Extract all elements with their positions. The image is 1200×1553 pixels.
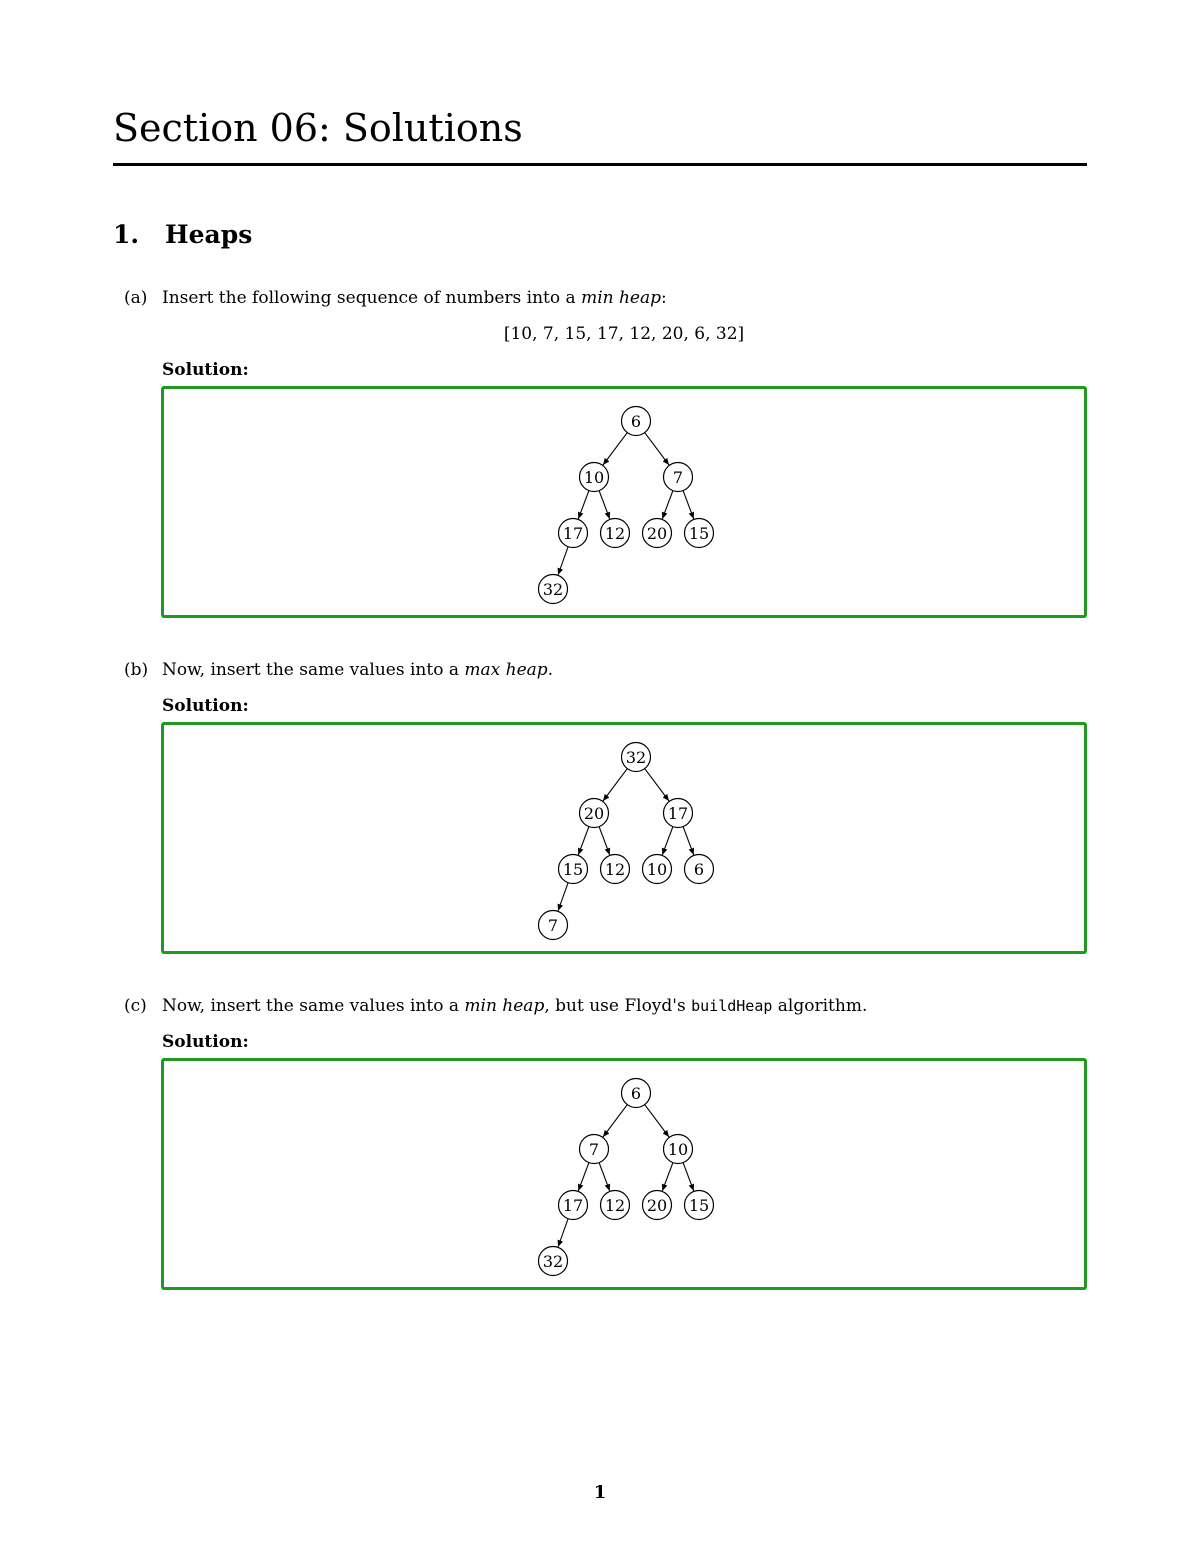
node-value: 17 xyxy=(562,1196,584,1215)
heap-node xyxy=(580,799,609,828)
node-value: 15 xyxy=(562,860,584,879)
node-value: 15 xyxy=(688,1196,710,1215)
node-value: 12 xyxy=(604,860,626,879)
code-buildheap: buildHeap xyxy=(691,997,773,1015)
tree-edge xyxy=(662,491,673,519)
tree-edge xyxy=(683,1163,694,1191)
solution-label: Solution: xyxy=(162,696,249,716)
heap-node xyxy=(559,519,588,548)
tree-edge xyxy=(578,491,589,519)
tree-edge xyxy=(578,827,589,855)
heap-node xyxy=(580,463,609,492)
question-b xyxy=(124,660,553,680)
page-title: Section 06: Solutions xyxy=(113,106,523,150)
tree-edge xyxy=(599,491,610,519)
node-value: 20 xyxy=(646,524,668,543)
heap-node xyxy=(559,1191,588,1220)
heap-node xyxy=(685,1191,714,1220)
title-rule xyxy=(113,163,1087,166)
tree-edge xyxy=(683,827,694,855)
node-value: 17 xyxy=(667,804,689,823)
heap-node xyxy=(622,1079,651,1108)
tree-edge xyxy=(603,1105,627,1137)
heap-tree-a xyxy=(164,389,1084,615)
node-value: 15 xyxy=(688,524,710,543)
node-value: 20 xyxy=(646,1196,668,1215)
tree-edge xyxy=(599,827,610,855)
heap-node xyxy=(580,1135,609,1164)
solution-label: Solution: xyxy=(162,1032,249,1052)
question-label: (a) xyxy=(124,288,148,308)
heap-tree-c xyxy=(164,1061,1084,1287)
question-label: (b) xyxy=(124,660,149,680)
solution-box-a xyxy=(161,386,1087,618)
heap-node xyxy=(643,1191,672,1220)
question-text: Now, insert the same values into a xyxy=(162,660,465,680)
heap-node xyxy=(559,855,588,884)
heap-node xyxy=(643,855,672,884)
solution-box-c xyxy=(161,1058,1087,1290)
heap-node xyxy=(539,575,568,604)
node-value: 7 xyxy=(672,468,684,487)
tree-edge xyxy=(558,1219,568,1247)
heap-node xyxy=(664,799,693,828)
heap-node xyxy=(664,463,693,492)
tree-edge xyxy=(599,1163,610,1191)
heap-node xyxy=(601,1191,630,1220)
question-c xyxy=(124,996,867,1016)
section-number: 1. xyxy=(113,220,140,249)
tree-edge xyxy=(662,1163,673,1191)
question-label: (c) xyxy=(124,996,147,1016)
node-value: 10 xyxy=(667,1140,689,1159)
heap-node xyxy=(601,519,630,548)
heap-node xyxy=(539,1247,568,1276)
heap-node xyxy=(643,519,672,548)
node-value: 10 xyxy=(583,468,605,487)
heap-node xyxy=(664,1135,693,1164)
tree-edge xyxy=(603,433,627,465)
section-heading xyxy=(113,220,252,249)
node-value: 12 xyxy=(604,524,626,543)
question-a xyxy=(124,288,667,308)
node-value: 32 xyxy=(625,748,647,767)
page-number: 1 xyxy=(593,1482,607,1503)
question-emphasis: min heap xyxy=(581,288,662,308)
heap-node xyxy=(622,743,651,772)
question-emphasis: max heap xyxy=(464,660,548,680)
tree-edge xyxy=(558,547,568,575)
tree-edge xyxy=(683,491,694,519)
node-value: 6 xyxy=(630,412,642,431)
tree-edge xyxy=(645,769,669,801)
tree-edge xyxy=(558,883,568,911)
heap-tree-b xyxy=(164,725,1084,951)
node-value: 7 xyxy=(588,1140,600,1159)
node-value: 32 xyxy=(542,1252,564,1271)
tree-edge xyxy=(645,1105,669,1137)
node-value: 20 xyxy=(583,804,605,823)
tree-edge xyxy=(578,1163,589,1191)
tree-edge xyxy=(645,433,669,465)
question-emphasis: min heap xyxy=(464,996,545,1016)
question-text-middle: , but use Floyd's xyxy=(544,996,692,1016)
node-value: 6 xyxy=(693,860,705,879)
node-value: 6 xyxy=(630,1084,642,1103)
heap-node xyxy=(685,519,714,548)
question-text-end: : xyxy=(661,288,667,308)
tree-edge xyxy=(662,827,673,855)
tree-edge xyxy=(603,769,627,801)
node-value: 10 xyxy=(646,860,668,879)
heap-node xyxy=(685,855,714,884)
node-value: 17 xyxy=(562,524,584,543)
question-text-end: algorithm. xyxy=(772,996,868,1016)
node-value: 7 xyxy=(547,916,559,935)
question-text: Insert the following sequence of numbers into a xyxy=(162,288,582,308)
question-text-end: . xyxy=(547,660,554,680)
heap-node xyxy=(601,855,630,884)
heap-node xyxy=(622,407,651,436)
number-sequence: [10, 7, 15, 17, 12, 20, 6, 32] xyxy=(503,324,745,344)
question-text: Now, insert the same values into a xyxy=(162,996,465,1016)
section-name: Heaps xyxy=(165,220,253,249)
node-value: 32 xyxy=(542,580,564,599)
solution-box-b xyxy=(161,722,1087,954)
heap-node xyxy=(539,911,568,940)
solution-label: Solution: xyxy=(162,360,249,380)
node-value: 12 xyxy=(604,1196,626,1215)
